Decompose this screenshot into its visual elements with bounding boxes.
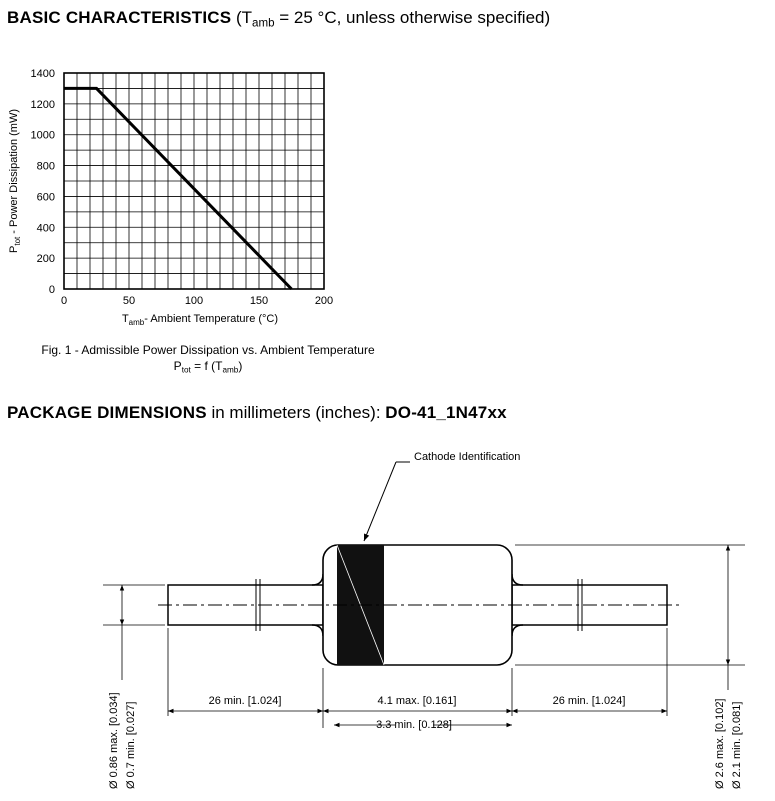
cathode-leader-arrow — [364, 462, 396, 541]
x-tick-label: 150 — [249, 295, 269, 307]
heading-bold: PACKAGE DIMENSIONS — [7, 403, 207, 422]
y-tick-label: 1400 — [30, 68, 55, 80]
caption-line: Fig. 1 - Admissible Power Dissipation vs. Ambient Temperature — [41, 343, 375, 357]
chart-grid — [64, 73, 324, 289]
cathode-label: Cathode Identification — [414, 451, 521, 463]
body-diameter-max: Ø 2.6 max. [0.102] — [714, 698, 726, 789]
y-tick-label: 1200 — [30, 98, 55, 111]
heading-units: in millimeters (inches): — [206, 403, 386, 422]
body-length-min: 3.3 min. [0.128] — [376, 718, 452, 731]
basic-characteristics-heading — [7, 8, 550, 29]
x-tick-label: 200 — [314, 295, 334, 307]
y-tick-label: 1000 — [30, 129, 55, 142]
x-tick-label: 0 — [60, 295, 68, 307]
heading-bold: BASIC CHARACTERISTICS — [7, 8, 232, 27]
y-tick-label: 200 — [36, 253, 55, 266]
derating-curve — [64, 88, 292, 289]
power-dissipation-chart — [0, 60, 420, 335]
lead-length-left: 26 min. [1.024] — [208, 695, 282, 707]
y-axis-label: $P_{tot}$ - Power Dissipation (mW) — [8, 109, 22, 253]
body-diameter-min: Ø 2.1 min. [0.081] — [731, 701, 743, 789]
y-tick-label: 400 — [36, 222, 55, 235]
lead-length-right: 26 min. [1.024] — [552, 695, 626, 707]
package-code: DO-41_1N47xx — [385, 403, 507, 422]
y-tick-label: 0 — [48, 284, 55, 296]
package-dimensions-heading — [7, 403, 507, 423]
package-drawing — [0, 440, 775, 801]
y-tick-label: 600 — [36, 191, 55, 204]
x-axis-label: $T_{amb}-$ Ambient Temperature (°C) — [121, 313, 279, 327]
heading-condition: ($T_{amb} = 25$ °C, unless otherwise specified) — [236, 8, 551, 30]
body-length-max: 4.1 max. [0.161] — [377, 695, 457, 707]
x-tick-label: 50 — [122, 295, 136, 307]
figure-caption — [0, 342, 416, 378]
y-tick-label: 800 — [36, 160, 55, 173]
lead-diameter-max: Ø 0.86 max. [0.034] — [108, 692, 120, 789]
lead-diameter-min: Ø 0.7 min. [0.027] — [125, 701, 137, 789]
caption-formula: $P_{tot} = f$ $(T_{amb})$ — [173, 359, 243, 375]
x-tick-label: 100 — [184, 295, 204, 307]
